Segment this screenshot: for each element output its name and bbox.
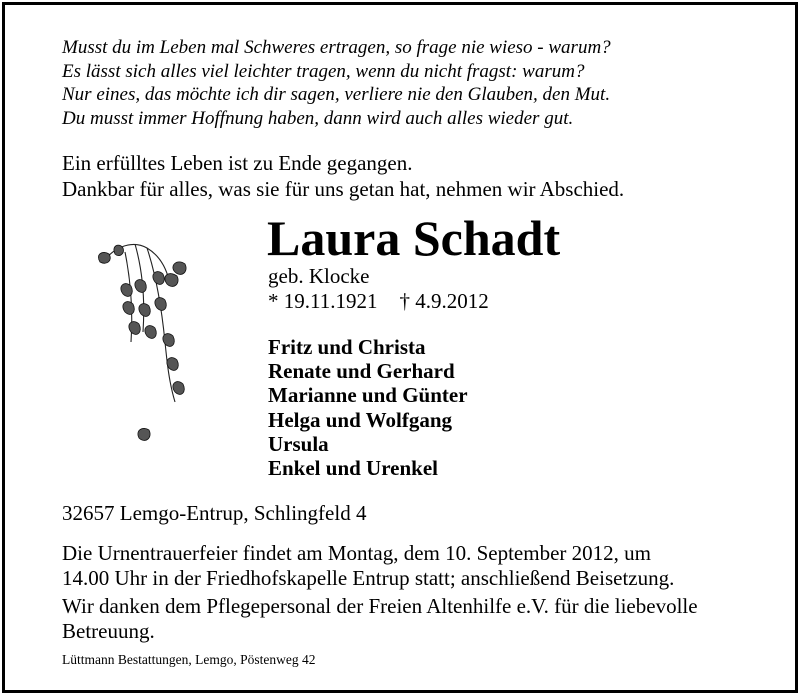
intro-text: [62, 150, 762, 202]
birch-branch-icon: [95, 232, 205, 467]
poem-line: Es lässt sich alles viel leichter tragen, wenn du nicht fragst: warum?: [62, 60, 585, 82]
thanks-line: Wir danken dem Pflegepersonal der Freien Altenhilfe e.V. für die liebevolle: [62, 594, 698, 618]
birth-name: geb. Klocke: [268, 264, 370, 288]
thanks-line: Betreuung.: [62, 619, 155, 643]
mourner-item: Renate und Gerhard: [268, 359, 455, 384]
mourner-item: Ursula: [268, 431, 329, 456]
poem-line: Du musst immer Hoffnung haben, dann wird auch alles wieder gut.: [62, 107, 574, 129]
family-address: 32657 Lemgo-Entrup, Schlingfeld 4: [62, 501, 367, 525]
life-dates: [268, 289, 489, 313]
birth-date: * 19.11.1921: [268, 289, 378, 313]
mourner-item: Fritz und Christa: [268, 335, 426, 359]
poem-line: Nur eines, das möchte ich dir sagen, verliere nie den Glauben, den Mut.: [62, 84, 611, 105]
mourner-item: Marianne und Günter: [268, 383, 468, 408]
mourners-list: [268, 335, 468, 480]
intro-line: Ein erfülltes Leben ist zu Ende gegangen.: [62, 151, 413, 175]
deceased-name: Laura Schadt: [267, 210, 561, 266]
undertaker-credit: Lüttmann Bestattungen, Lemgo, Pöstenweg 42: [62, 652, 316, 667]
ceremony-notice: [62, 541, 742, 591]
thanks-notice: [62, 594, 762, 644]
mourner-item: Enkel und Urenkel: [268, 456, 438, 481]
poem-line: Musst du im Leben mal Schweres ertragen, so frage nie wieso - warum?: [62, 37, 611, 58]
ceremony-line: 14.00 Uhr in der Friedhofskapelle Entrup statt; anschließend Beisetzung.: [62, 566, 675, 590]
death-date: † 4.9.2012: [399, 289, 489, 313]
intro-line: Dankbar für alles, was sie für uns getan hat, nehmen wir Abschied.: [62, 177, 625, 201]
mourner-item: Helga und Wolfgang: [268, 407, 452, 432]
poem: [62, 36, 702, 130]
ceremony-line: Die Urnentrauerfeier findet am Montag, dem 10. September 2012, um: [62, 541, 651, 565]
